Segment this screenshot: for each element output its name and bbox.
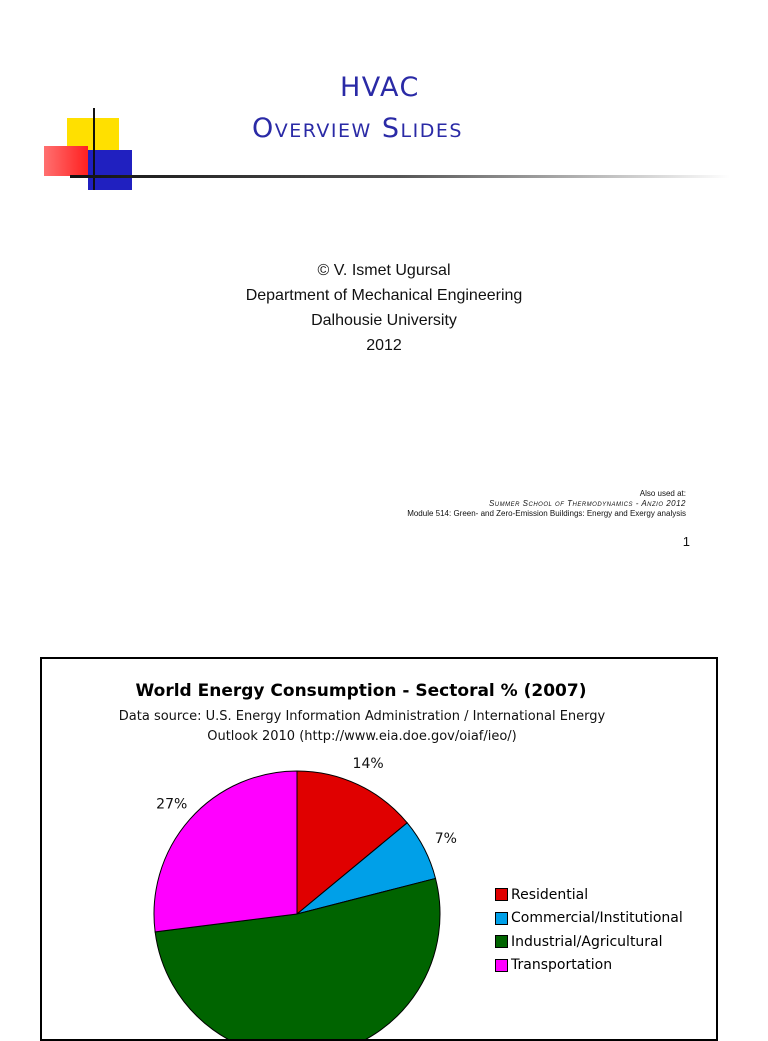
pie-slice-transportation xyxy=(154,771,297,932)
university: Dalhousie University xyxy=(311,312,457,329)
legend-label: Transportation xyxy=(511,957,613,974)
title-line-2: Overview Slides xyxy=(252,113,463,144)
also-used-label: Also used at: xyxy=(639,489,686,498)
chart-source-line-2: Outlook 2010 (http://www.eia.doe.gov/oiaf/ieo/) xyxy=(207,729,517,744)
legend-label: Industrial/Agricultural xyxy=(511,933,663,950)
credits xyxy=(0,258,768,358)
legend-swatch xyxy=(495,888,508,901)
chart-source-line-1: Data source: U.S. Energy Information Administration / International Energy xyxy=(118,709,606,724)
legend-item xyxy=(495,954,683,978)
decor-red-square xyxy=(44,146,88,176)
module-name: Module 514: Green- and Zero-Emission Buildings: Energy and Exergy analysis xyxy=(407,509,686,518)
chart-legend xyxy=(495,883,683,977)
year: 2012 xyxy=(366,337,402,354)
page-number: 1 xyxy=(682,534,690,549)
pie-chart xyxy=(42,659,716,1039)
legend-swatch xyxy=(495,959,508,972)
legend-label: Residential xyxy=(511,886,589,903)
also-used-note xyxy=(407,489,686,519)
legend-label: Commercial/Institutional xyxy=(511,910,683,927)
pie-label-residential: 14% xyxy=(352,755,384,772)
pie-label-transportation: 27% xyxy=(156,796,188,813)
legend-item xyxy=(495,907,683,931)
author: © V. Ismet Ugursal xyxy=(317,262,451,279)
legend-swatch xyxy=(495,935,508,948)
pie-label-commercial-institutional: 7% xyxy=(434,831,457,848)
legend-swatch xyxy=(495,912,508,925)
department: Department of Mechanical Engineering xyxy=(245,287,523,304)
school-name: Summer School of Thermodynamics - Anzio 2012 xyxy=(488,499,686,508)
chart-slide xyxy=(40,657,718,1041)
legend-item xyxy=(495,930,683,954)
legend-item xyxy=(495,883,683,907)
title-line-1: HVAC xyxy=(340,72,420,103)
title-underline xyxy=(70,175,730,178)
chart-title: World Energy Consumption - Sectoral % (2007) xyxy=(135,681,587,701)
